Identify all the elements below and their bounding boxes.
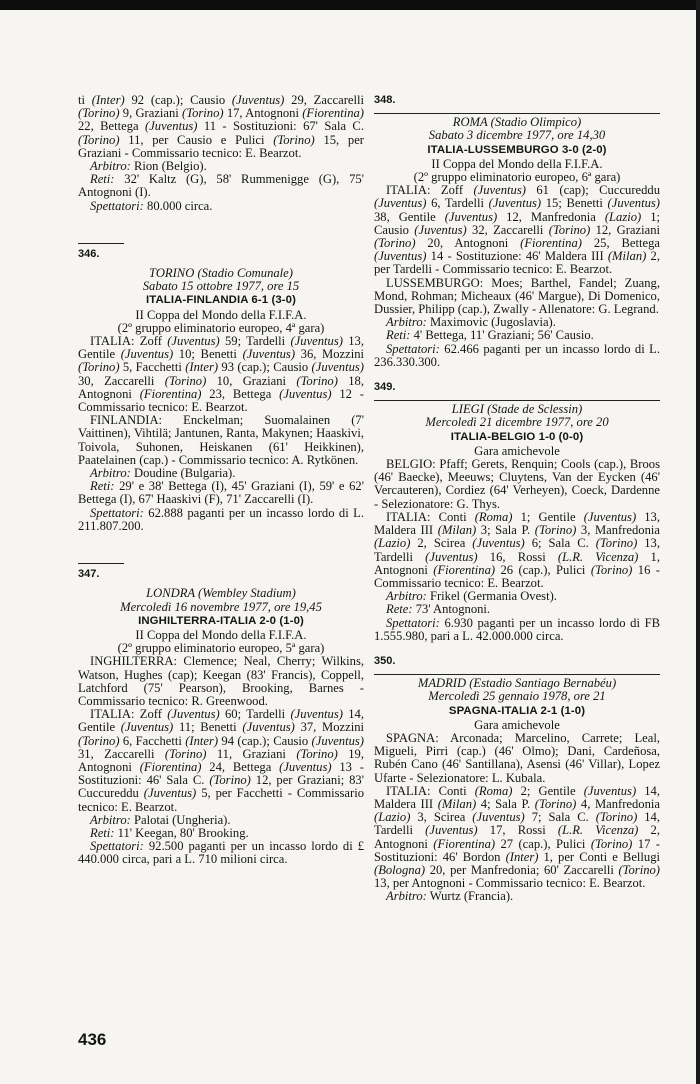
referee-346: Arbitro: Doudine (Bulgaria).: [90, 466, 236, 481]
left-column: [78, 94, 364, 867]
continuation-345: ti (Inter) 92 (cap.); Causio (Juventus) 29, Zaccarelli (Torino) 9, Graziani (Torino) 17, Antognoni (Fiorentina) 22, Bettega (Juventus) 11 - Sostituzioni: 67' Sala C. (Torino) 11, per Causio e Pulici (Torino) 15, per Graziani - Commissario tecnico: E. Bearzot.: [78, 93, 365, 160]
date-346: Sabato 15 ottobre 1977, ore 15: [142, 279, 300, 294]
italy-lineup-348: ITALIA: Zoff (Juventus) 61 (cap); Cuccureddu (Juventus) 6, Tardelli (Juventus) 15; Benetti (Juventus) 38, Gentile (Juventus) 12, Manfredonia (Lazio) 1; Causio (Juventus) 32, Zaccarelli (Torino) 12, Graziani (Torino) 20, Antognoni (Fiorentina) 25, Bettega (Juventus) 14 - Sostituzione: 46' Maldera III (Milan) 2, per Tardelli - Commissario tecnico: E. Bearzot.: [374, 183, 661, 277]
referee-350: Arbitro: Wurtz (Francia).: [386, 889, 514, 904]
separator-line: [374, 400, 660, 401]
spectators-346: Spettatori: 62.888 paganti per un incasso lordo di L. 211.807.200.: [78, 505, 364, 533]
referee-349: Arbitro: Frikel (Germania Ovest).: [386, 589, 557, 604]
goals-345: Reti: 32' Kaltz (G), 58' Rummenigge (G), 75' Antognoni (I).: [78, 172, 364, 200]
goals-349: Rete: 73' Antognoni.: [386, 602, 491, 617]
opponent-lineup-350: SPAGNA: Arconada; Marcelino, Carrete; Leal, Migueli, Pirri (cap.) (46' Olmo); Dani, Cardeñosa, Rubén Cano (46' Santillana), Asensi (46' Villar), Lopez Ufarte - Selezionatore: L. Kubala.: [374, 730, 660, 785]
italy-lineup-350: ITALIA: Conti (Roma) 2; Gentile (Juventus) 14, Maldera III (Milan) 4; Sala P. (Torino) 4, Manfredonia (Lazio) 3, Scirea (Juventus) 7; Sala C. (Torino) 14, Tardelli (Juventus) 17, Rossi (L.R. Vicenza) 2, Antognoni (Fiorentina) 27 (cap.), Pulici (Torino) 17 - Sostituzioni: 46' Bordon (Inter) 1, per Conti e Bellugi (Bologna) 20, per Manfredonia; 60' Zaccarelli (Torino) 13, per Antognoni - Commissario tecnico: E. Bearzot.: [374, 783, 661, 891]
date-347: Mercoledì 16 novembre 1977, ore 19,45: [120, 599, 322, 614]
match-number-350: 350.: [374, 654, 396, 667]
date-348: Sabato 3 dicembre 1977, ore 14,30: [428, 128, 606, 143]
referee-345: Arbitro: Rion (Belgio).: [90, 159, 207, 174]
right-column: [374, 94, 660, 904]
score-350: SPAGNA-ITALIA 2-1 (1-0): [448, 704, 586, 717]
goals-348: Reti: 4' Bettega, 11' Graziani; 56' Causio.: [386, 328, 594, 343]
match-number-346: 346.: [78, 247, 100, 260]
opponent-lineup-347: INGHILTERRA: Clemence; Neal, Cherry; Wilkins, Watson, Hughes (cap); Keegan (83' Francis), Coppell, Latchford (75' Pearson), Brooking, Barnes - Commissario tecnico: R. Greenwood.: [78, 654, 364, 708]
competition-348: II Coppa del Mondo della F.I.F.A.: [431, 156, 603, 171]
match-number-349: 349.: [374, 381, 396, 394]
competition-detail-348: (2º gruppo eliminatorio europeo, 6ª gara): [413, 170, 621, 185]
goals-347: Reti: 11' Keegan, 80' Brooking.: [90, 825, 249, 840]
opponent-lineup-346: FINLANDIA: Enckelman; Suomalainen (7' Vaittinen), Vihtilä; Jantunen, Ranta, Makynen; Haaskivi, Toivola, Suhonen, Heiskanen (61' Heikkinen), Paatelainen (cap.) - Commissario tecnico: A. Rytkönen.: [78, 413, 364, 467]
separator-line: [374, 113, 660, 114]
opponent-lineup-348: LUSSEMBURGO: Moes; Barthel, Fandel; Zuang, Mond, Rohman; Micheaux (46' Margue), Di Domenico, Dussier, Philipp (cap.), Zwally - Allenatore: G. Legrand.: [374, 275, 660, 317]
page-number: 436: [78, 1030, 107, 1049]
italy-lineup-349: ITALIA: Conti (Roma) 1; Gentile (Juventus) 13, Maldera III (Milan) 3; Sala P. (Torino) 3, Manfredonia (Lazio) 2, Scirea (Juventus) 6; Sala C. (Torino) 13, Tardelli (Juventus) 16, Rossi (L.R. Vicenza) 1, Antognoni (Fiorentina) 26 (cap.), Pulici (Torino) 16 - Commissario tecnico: E. Bearzot.: [374, 509, 660, 590]
date-350: Mercoledì 25 gennaio 1978, ore 21: [428, 689, 606, 704]
venue-348: ROMA (Stadio Olimpico): [452, 115, 582, 130]
separator-line: [78, 563, 124, 564]
venue-350: MADRID (Estadio Santiago Bernabéu): [417, 676, 617, 691]
separator-line: [374, 674, 660, 675]
spectators-347: Spettatori: 92.500 paganti per un incasso lordo di £ 440.000 circa, pari a L. 710 milioni circa.: [78, 839, 364, 867]
scan-top-edge: [0, 0, 700, 10]
competition-349: Gara amichevole: [474, 443, 560, 458]
competition-347: II Coppa del Mondo della F.I.F.A.: [135, 627, 307, 642]
italy-lineup-346: ITALIA: Zoff (Juventus) 59; Tardelli (Juventus) 13, Gentile (Juventus) 10; Benetti (Juventus) 36, Mozzini (Torino) 5, Facchetti (Inter) 93 (cap.); Causio (Juventus) 30, Zaccarelli (Torino) 10, Graziani (Torino) 18, Antognoni (Fiorentina) 23, Bettega (Juventus) 12 - Commissario tecnico: E. Bearzot.: [78, 334, 365, 415]
goals-346: Reti: 29' e 38' Bettega (I), 45' Graziani (I), 59' e 62' Bettega (I), 67' Haaskivi (F), 71' Zaccarelli (I).: [78, 479, 364, 507]
separator-line: [78, 243, 124, 244]
score-349: ITALIA-BELGIO 1-0 (0-0): [450, 430, 584, 443]
spectators-348: Spettatori: 62.466 paganti per un incasso lordo di L. 236.330.300.: [374, 341, 660, 369]
opponent-lineup-349: BELGIO: Pfaff; Gerets, Renquin; Cools (cap.), Broos (46' Baecke), Meeuws; Cluytens, Van der Eycken (46' Vercauteren), Cordiez (64' Verheyen), Coeck, Dardenne - Selezionatore: G. Thys.: [374, 457, 660, 511]
spectators-345: Spettatori: 80.000 circa.: [90, 198, 213, 213]
match-number-348: 348.: [374, 94, 396, 106]
score-348: ITALIA-LUSSEMBURGO 3-0 (2-0): [427, 143, 607, 156]
date-349: Mercoledì 21 dicembre 1977, ore 20: [425, 415, 609, 430]
competition-346: II Coppa del Mondo della F.I.F.A.: [135, 307, 307, 322]
spectators-349: Spettatori: 6.930 paganti per un incasso lordo di FB 1.555.980, pari a L. 42.000.000 circa.: [374, 615, 660, 643]
venue-347: LONDRA (Wembley Stadium): [146, 586, 296, 601]
competition-detail-346: (2º gruppo eliminatorio europeo, 4ª gara): [117, 320, 325, 335]
venue-349: LIEGI (Stade de Sclessin): [451, 402, 583, 417]
competition-350: Gara amichevole: [474, 717, 560, 732]
score-347: INGHILTERRA-ITALIA 2-0 (1-0): [138, 614, 304, 627]
score-346: ITALIA-FINLANDIA 6-1 (3-0): [145, 294, 297, 307]
match-number-347: 347.: [78, 568, 100, 581]
venue-346: TORINO (Stadio Comunale): [149, 266, 293, 281]
referee-347: Arbitro: Palotai (Ungheria).: [90, 812, 231, 827]
italy-lineup-347: ITALIA: Zoff (Juventus) 60; Tardelli (Juventus) 14, Gentile (Juventus) 11; Benetti (Juventus) 37, Mozzini (Torino) 6, Facchetti (Inter) 94 (cap.); Causio (Juventus) 31, Zaccarelli (Torino) 11, Graziani (Torino) 19, Antognoni (Fiorentina) 24, Bettega (Juventus) 13 - Sostituzioni: 46' Sala C. (Torino) 12, per Graziani; 83' Cuccureddu (Juventus) 5, per Facchetti - Commissario tecnico: E. Bearzot.: [78, 707, 365, 814]
competition-detail-347: (2º gruppo eliminatorio europeo, 5ª gara): [117, 641, 325, 656]
referee-348: Arbitro: Maximovic (Jugoslavia).: [386, 315, 556, 330]
scan-right-edge: [696, 0, 700, 1084]
